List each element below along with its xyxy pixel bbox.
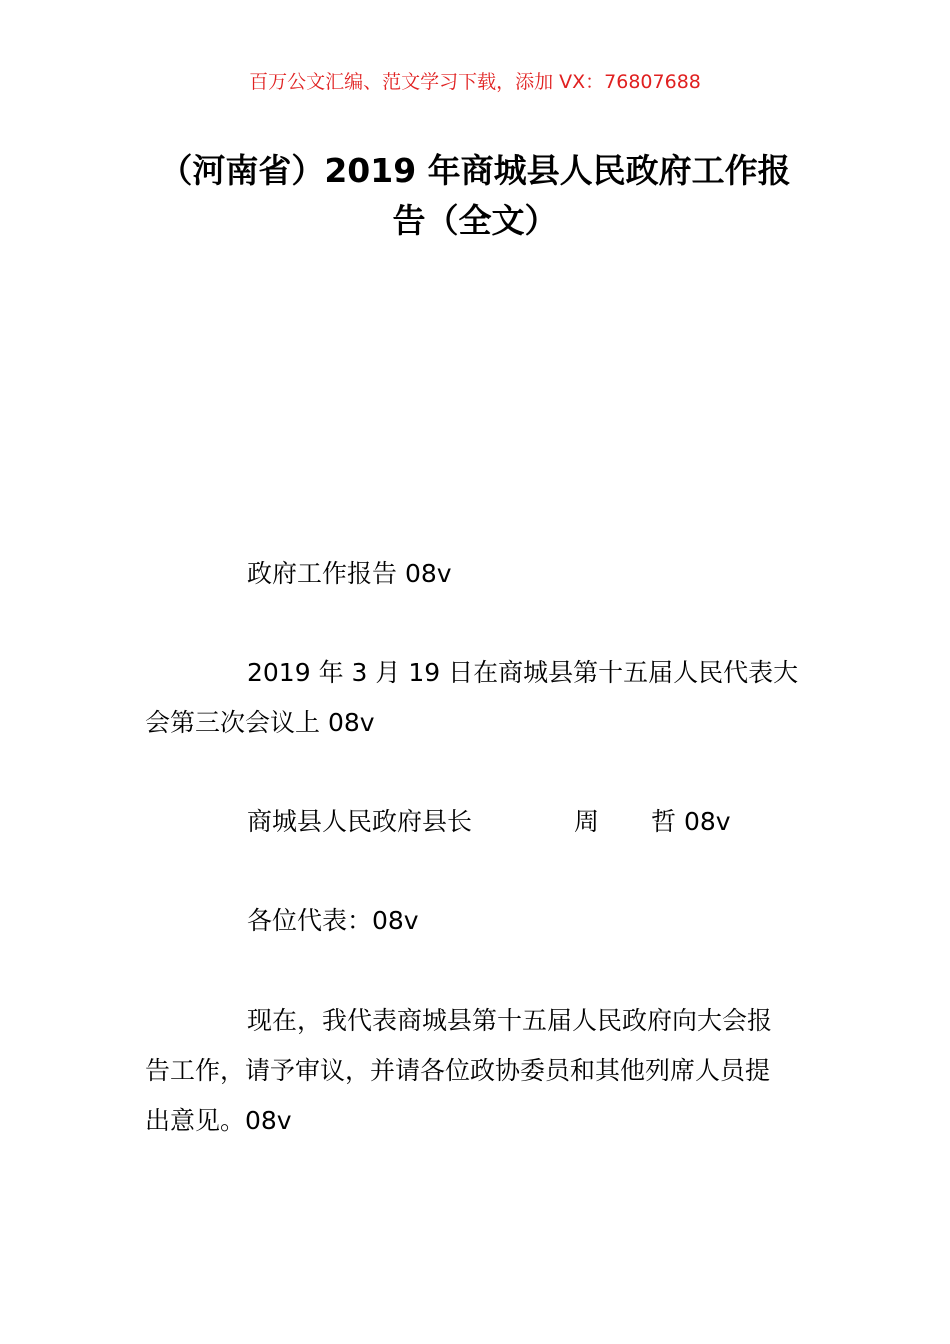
paragraph-line: 2019 年 3 月 19 日在商城县第十五届人民代表大 — [247, 658, 799, 687]
paragraph-text: 各位代表：08v — [247, 906, 419, 935]
speaker-name-first: 周 — [574, 807, 600, 836]
paragraph-text — [145, 648, 810, 748]
paragraph-line: 出意见。08v — [145, 1106, 292, 1135]
paragraph-opening — [145, 996, 810, 1146]
speaker-name-second: 哲 08v — [651, 807, 731, 836]
paragraph-salutation — [145, 896, 810, 946]
paragraph-line: 会第三次会议上 08v — [145, 708, 375, 737]
paragraph-speaker — [145, 797, 810, 847]
paragraph-text — [145, 797, 810, 847]
paragraph-text — [145, 996, 810, 1146]
paragraph-date-meeting — [145, 648, 810, 748]
document-title — [145, 146, 805, 246]
paragraph-line: 现在，我代表商城县第十五届人民政府向大会报 — [247, 1006, 773, 1035]
title-line-1: （河南省）2019 年商城县人民政府工作报 — [159, 151, 791, 190]
speaker-title: 商城县人民政府县长 — [247, 807, 473, 836]
title-line-2: 告（全文） — [392, 201, 558, 240]
paragraph-line: 告工作，请予审议，并请各位政协委员和其他列席人员提 — [145, 1056, 771, 1085]
watermark-text: 百万公文汇编、范文学习下载，添加 VX：76807688 — [249, 71, 701, 93]
paragraph-text: 政府工作报告 08v — [247, 559, 452, 588]
paragraph-report-name — [145, 549, 810, 599]
